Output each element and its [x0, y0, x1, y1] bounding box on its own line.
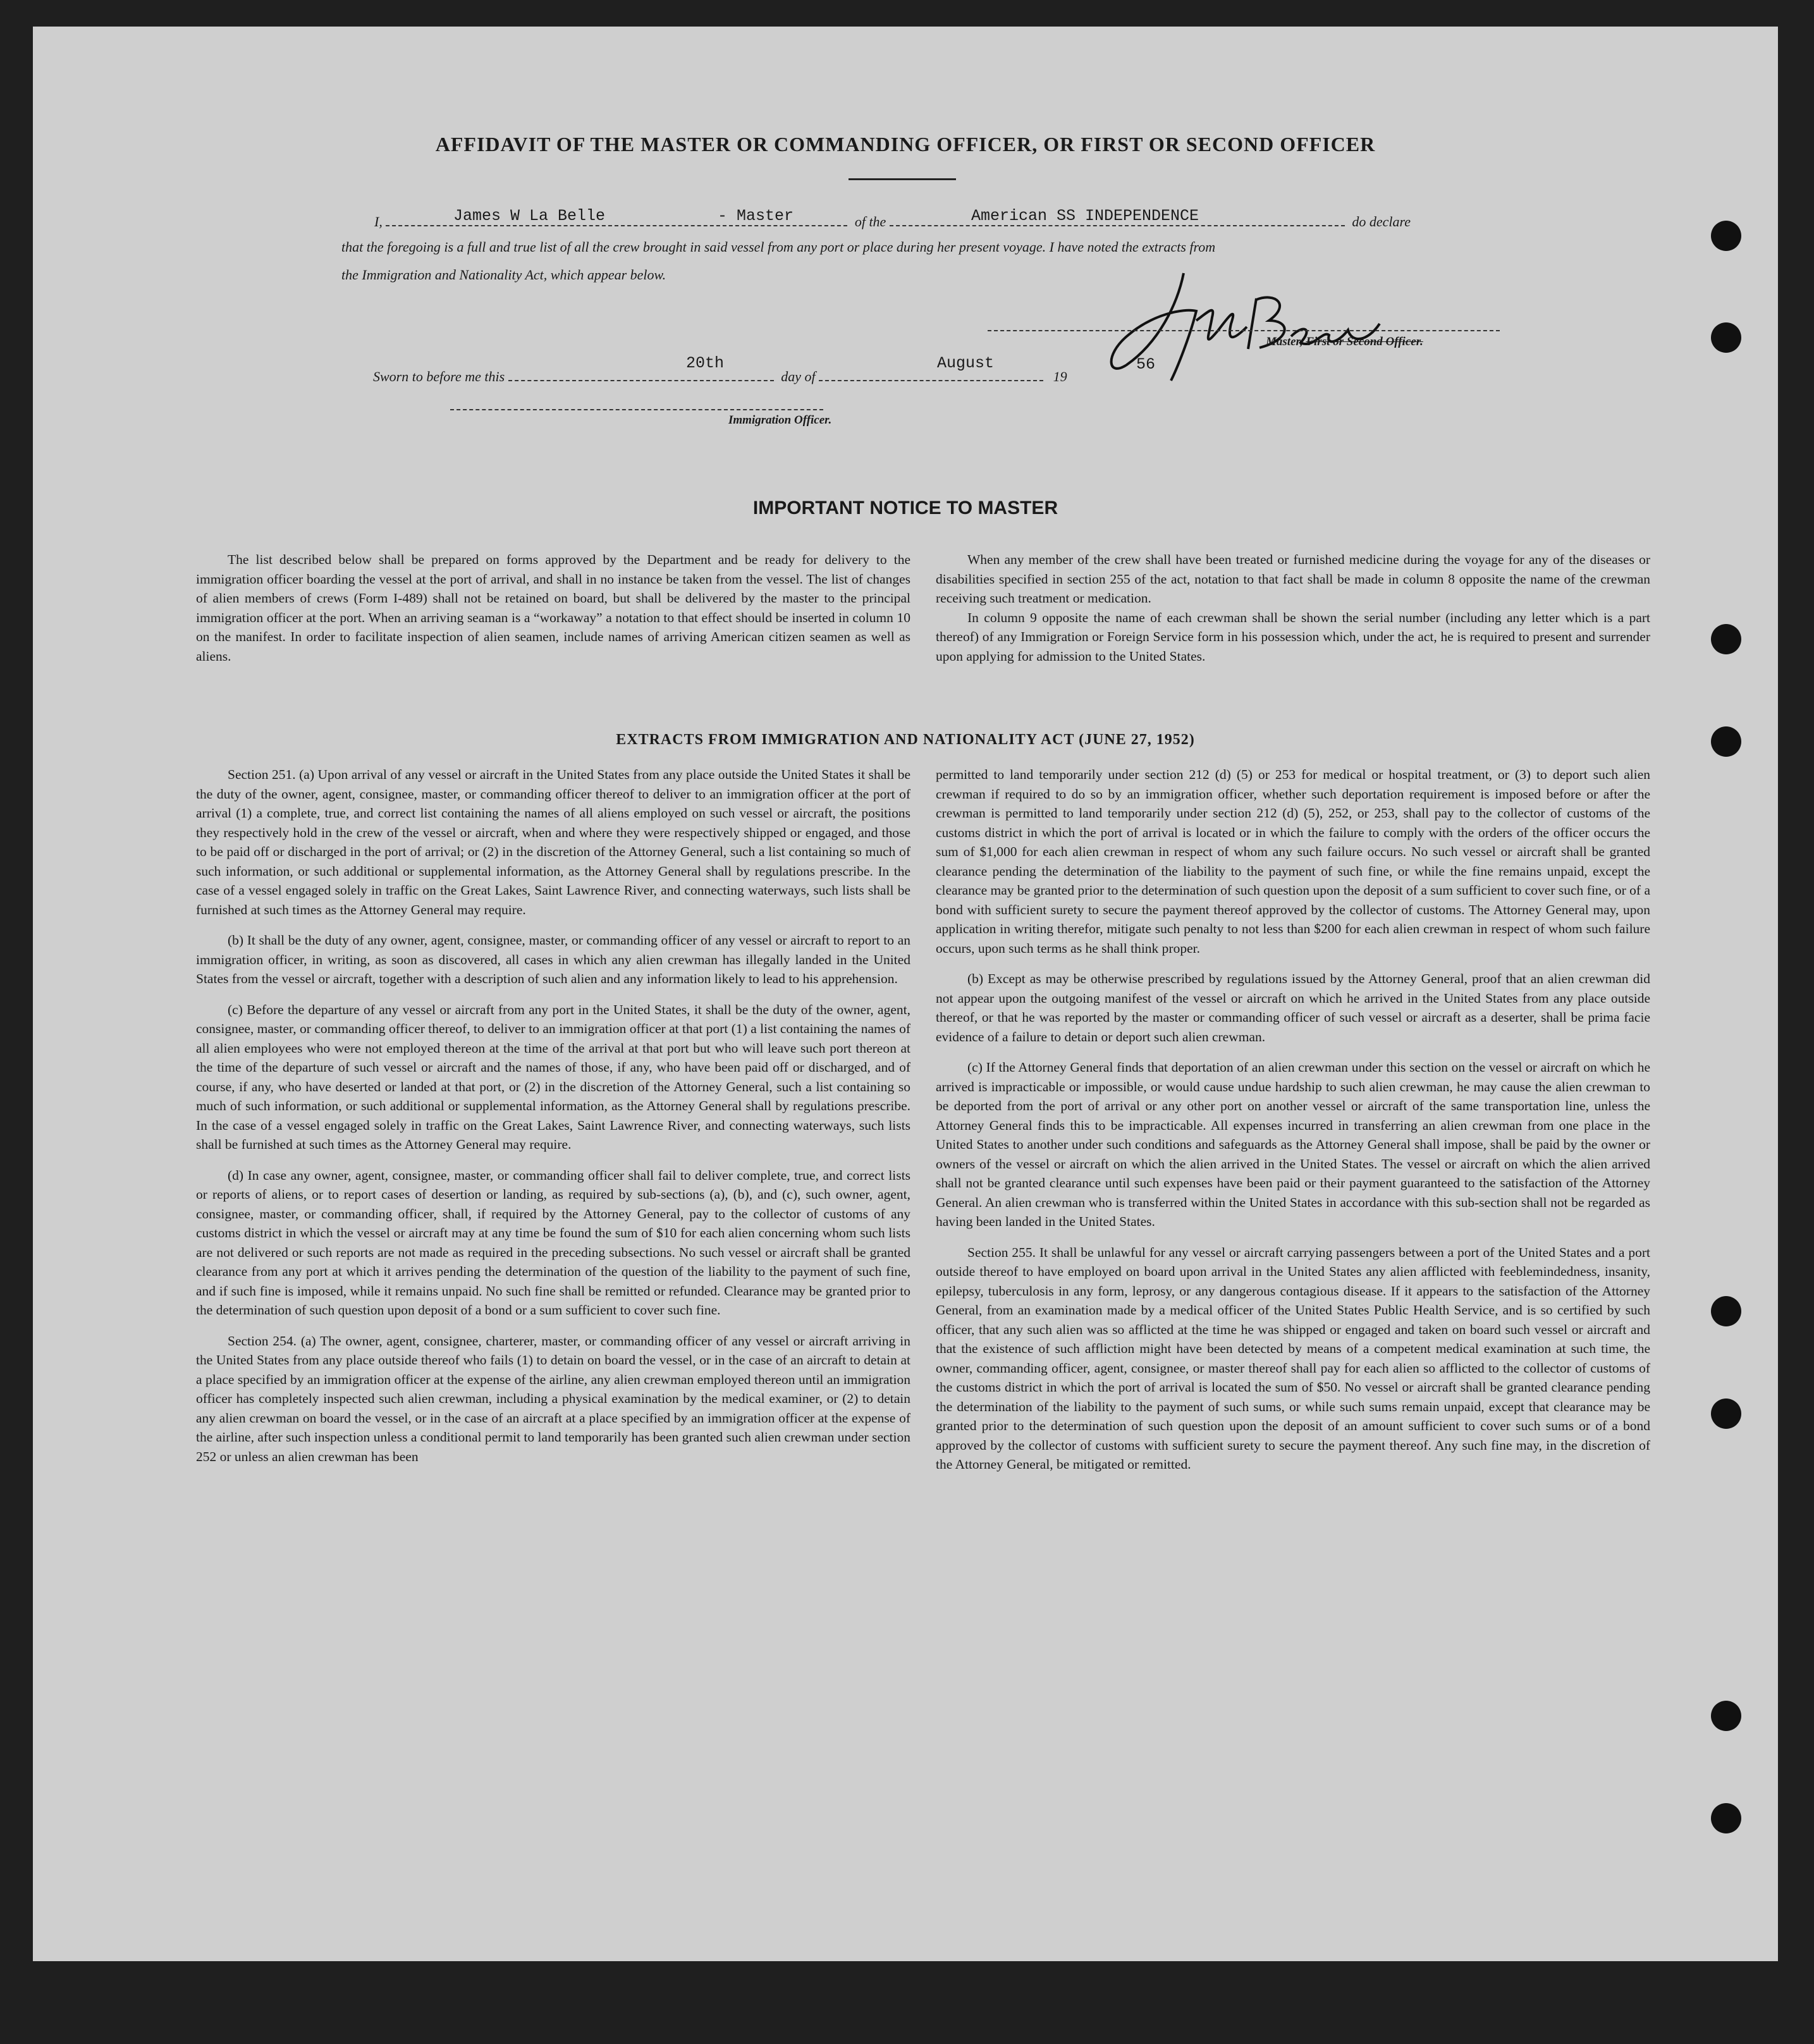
notice-right-column [936, 550, 1650, 666]
binder-hole [1711, 1398, 1741, 1429]
binder-hole [1711, 624, 1741, 654]
declaration-line-1: that the foregoing is a full and true list of all the crew brought in said vessel from any port or place during her present voyage. I have noted the extracts from [341, 239, 1216, 255]
notice-left-paragraph: The list described below shall be prepared on forms approved by the Department and be ready for delivery to the immigration officer boarding the vessel at the port of arrival, and shall in no instance be taken from the vessel. The list of changes of alien members of crews (Form I-489) shall not be retained on board, but shall be delivered by the master to the principal immigration officer at the port. When an arriving seaman is a “workaway” a notation to that effect should be inserted in column 10 on the manifest. In order to facilitate inspection of alien seamen, include names of arriving American citizen seamen as well as aliens. [196, 552, 910, 664]
year-prefix: 19 [1053, 369, 1067, 384]
section-251-d: (d) In case any owner, agent, consignee, master, or commanding officer shall fail to deliver complete, true, and correct lists or reports of aliens, or to report cases of desertion or landing, as required by sub-sections (a), (b), and (c), such owner, agent, consignee, master, or commanding officer, shall, if required by the Attorney General, pay to the collector of customs of any customs district in which the vessel or aircraft may at any time be found the sum of $10 for each alien concerning whom such lists are not delivered or such reports are not made as required in the preceding subsections. No such vessel or aircraft shall be granted clearance from any port at which it arrives pending the determination of the question of the liability to the payment of such fine, and if such fine is imposed, while it remains unpaid. No such fine shall be remitted or refunded. Clearance may be granted prior to the determination of such question upon deposit of a bond or a sum sufficient to cover such fine. [196, 1167, 910, 1318]
section-254-a: Section 254. (a) The owner, agent, consignee, charterer, master, or commanding officer of any vessel or aircraft arriving in the United States from any place outside thereof who fails (1) to detain on board the vessel, or in the case of an aircraft to detain at a place specified by an immigration officer at the expense of the airline, any alien crewman employed thereon until an immigration officer has completely inspected such alien crewman, including a physical examination by the medical examiner, or (2) to detain any alien crewman on board the vessel, or in the case of an aircraft at a place specified by an immigration officer at the expense of the airline, after such inspection unless a conditional permit to land temporarily has been granted such alien crewman under section 252 or unless an alien crewman has been [196, 1333, 910, 1464]
vessel-name: American SS INDEPENDENCE [971, 207, 1199, 225]
binder-hole [1711, 1803, 1741, 1833]
section-251-c: (c) Before the departure of any vessel or aircraft from any port in the United States, it shall be the duty of the owner, agent, consignee, master, or commanding officer thereof, to deliver to an immigration officer at that port (1) a list containing the names of all alien employees who were not employed thereon at the time of the arrival at that port but who will leave such port thereon at the time of the departure of such vessel or aircraft and the names of those, if any, who have been paid off or discharged, and of course, if any, who have deserted or landed at that port, or (2) in the discretion of the Attorney General, such a list containing so much of such information, or such additional or supplemental information, as the Attorney General shall by regulations prescribe. In the case of a vessel engaged solely in traffic on the Great Lakes, Saint Lawrence River, and connecting waterways, such lists shall be furnished at such times as the Attorney General may require. [196, 1001, 910, 1152]
title-underline [849, 178, 956, 180]
notice-right-paragraph-1: When any member of the crew shall have been treated or furnished medicine during the voyage for any of the diseases or disabilities specified in section 255 of the act, notation to that fact shall be made in column 8 opposite the name of the crewman receiving such treatment or medication. [936, 552, 1650, 606]
extracts-right-column [936, 765, 1650, 1486]
extracts-title: EXTRACTS FROM IMMIGRATION AND NATIONALITY ACT (JUNE 27, 1952) [616, 731, 1195, 748]
binder-hole [1711, 1296, 1741, 1326]
notice-right-paragraph-2: In column 9 opposite the name of each crewman shall be shown the serial number (including any letter which is a part thereof) of any Immigration or Foreign Service form in his possession which, under the act, he is required to present and surrender upon applying for admission to the United States. [936, 609, 1650, 664]
binder-hole [1711, 322, 1741, 353]
sworn-year: 56 [1136, 355, 1156, 374]
immigration-officer-caption: Immigration Officer. [728, 413, 832, 427]
section-254-b: (b) Except as may be otherwise prescribed by regulations issued by the Attorney General, proof that an alien crewman did not appear upon the outgoing manifest of the vessel or aircraft on which he arrived in the United States from any place outside thereof, or that he was reported by the master or commanding officer of such vessel or aircraft as a deserter, shall be prima facie evidence of a failure to detain or deport such alien crewman. [936, 971, 1650, 1044]
section-251-a: Section 251. (a) Upon arrival of any vessel or aircraft in the United States from any place outside the United States it shall be the duty of the owner, agent, consignee, master, or commanding officer thereof to deliver to an immigration officer at the port of arrival (1) a complete, true, and correct list containing the names of all aliens employed on such vessel or aircraft, the positions they respectively hold in the crew of the vessel or aircraft, when and where they were respectively shipped or engaged, and those to be paid off or discharged in the port of arrival; or (2) in the discretion of the Attorney General, such a list containing so much of such information, or such additional or supplemental information, as the Attorney General shall by regulations prescribe. In the case of a vessel engaged solely in traffic on the Great Lakes, Saint Lawrence River, and connecting waterways, such lists shall be furnished at such times as the Attorney General may require. [196, 767, 910, 917]
sworn-label: Sworn to before me this [373, 369, 505, 384]
notice-left-column [196, 550, 910, 666]
of-the-label: of the [854, 214, 886, 229]
section-251-b: (b) It shall be the duty of any owner, agent, consignee, master, or commanding officer of any vessel or aircraft to report to an immigration officer, in writing, as soon as discovered, all cases in which any alien crewman has illegally landed in the United States from the vessel or aircraft, together with a description of such alien and any information likely to lead to his apprehension. [196, 933, 910, 986]
section-255: Section 255. It shall be unlawful for any vessel or aircraft carrying passengers between a port of the United States and a port outside thereof to have employed on board upon arrival in the United States any alien afflicted with feeblemindedness, insanity, epilepsy, tuberculosis in any form, leprosy, or any dangerous contagious disease. If it appears to the satisfaction of the Attorney General, from an examination made by a medical officer of the United States Public Health Service, and is so certified by such officer, that any such alien was so afflicted at the time he was shipped or engaged and taken on board such vessel or aircraft and that the existence of such affliction might have been detected by means of a competent medical examination at such time, the owner, commanding officer, agent, consignee, or master thereof shall pay for each alien so afflicted to the collector of customs of the customs district in which the port of arrival is located the sum of $50. No vessel or aircraft shall be granted clearance pending the determination of the liability to the payment of such sums, or while such sums remain unpaid, except that clearance may be granted prior to the determination of such question upon the deposit of an amount sufficient to cover such sums or of a bond approved by the collector of customs with sufficient surety to secure the payment thereof. Any such fine may, in the discretion of the Attorney General, be mitigated or remitted. [936, 1244, 1650, 1472]
master-name: James W La Belle [453, 207, 606, 225]
immigration-officer-line [450, 408, 823, 410]
master-rank: - Master [718, 207, 794, 225]
day-of-label: day of [781, 369, 816, 384]
sworn-month: August [937, 354, 995, 372]
binder-hole [1711, 1701, 1741, 1731]
do-declare-label: do declare [1352, 214, 1411, 229]
affidavit-title: AFFIDAVIT OF THE MASTER OR COMMANDING OFFICER, OR FIRST OR SECOND OFFICER [435, 133, 1376, 156]
i-label: I, [374, 214, 383, 229]
extracts-left-column [196, 765, 910, 1478]
signature-caption: Master, First or Second Officer. [1266, 335, 1423, 348]
binder-hole [1711, 221, 1741, 251]
sworn-day: 20th [686, 354, 725, 372]
notice-title: IMPORTANT NOTICE TO MASTER [752, 498, 1058, 518]
section-254-a-continued: permitted to land temporarily under section 212 (d) (5) or 253 for medical or hospital treatment, or (3) to deport such alien crewman if required to do so by an immigration officer, whether such deportation requirement is imposed before or after the crewman is permitted to land temporarily under section 212 (d) (5), 252, or 253, shall pay to the collector of customs of the customs district in which the port of arrival is located or in which the failure to comply with the orders of the officer occurs the sum of $1,000 for each alien crewman in respect of whom any such failure occurs. No such vessel or aircraft shall be granted clearance pending the determination of the liability to the payment of such fine, or while the fine remains unpaid, except the clearance may be granted prior to the determination of such question upon the deposit of a sum sufficient to cover such fine, or of a bond with sufficient surety to secure the payment thereof approved by the collector of customs. The Attorney General may, upon application in writing therefor, mitigate such penalty to not less than $200 for each alien crewman in respect of whom such failure occurs, upon such terms as he shall think proper. [936, 767, 1650, 956]
declaration-line-2: the Immigration and Nationality Act, which appear below. [341, 267, 666, 283]
section-254-c: (c) If the Attorney General finds that deportation of an alien crewman under this section on the vessel or aircraft on which he arrived is impracticable or impossible, or would cause undue hardship to such alien crewman, he may cause the alien crewman to be deported from the port of arrival or any other port on another vessel or aircraft of the same transportation line, unless the Attorney General finds this to be impracticable. All expenses incurred in transferring an alien crewman from one place in the United States to another under such conditions and safeguards as the Attorney General shall impose, shall be paid by the owner or owners of the vessel or aircraft on which the alien arrived in the United States. The vessel or aircraft on which the alien arrived shall not be granted clearance until such expenses have been paid or their payment guaranteed to the satisfaction of the Attorney General. An alien crewman who is transferred within the United States in accordance with this sub-section shall not be regarded as having been landed in the United States. [936, 1060, 1650, 1229]
form-page [33, 27, 1778, 1961]
signature-line [988, 329, 1500, 331]
